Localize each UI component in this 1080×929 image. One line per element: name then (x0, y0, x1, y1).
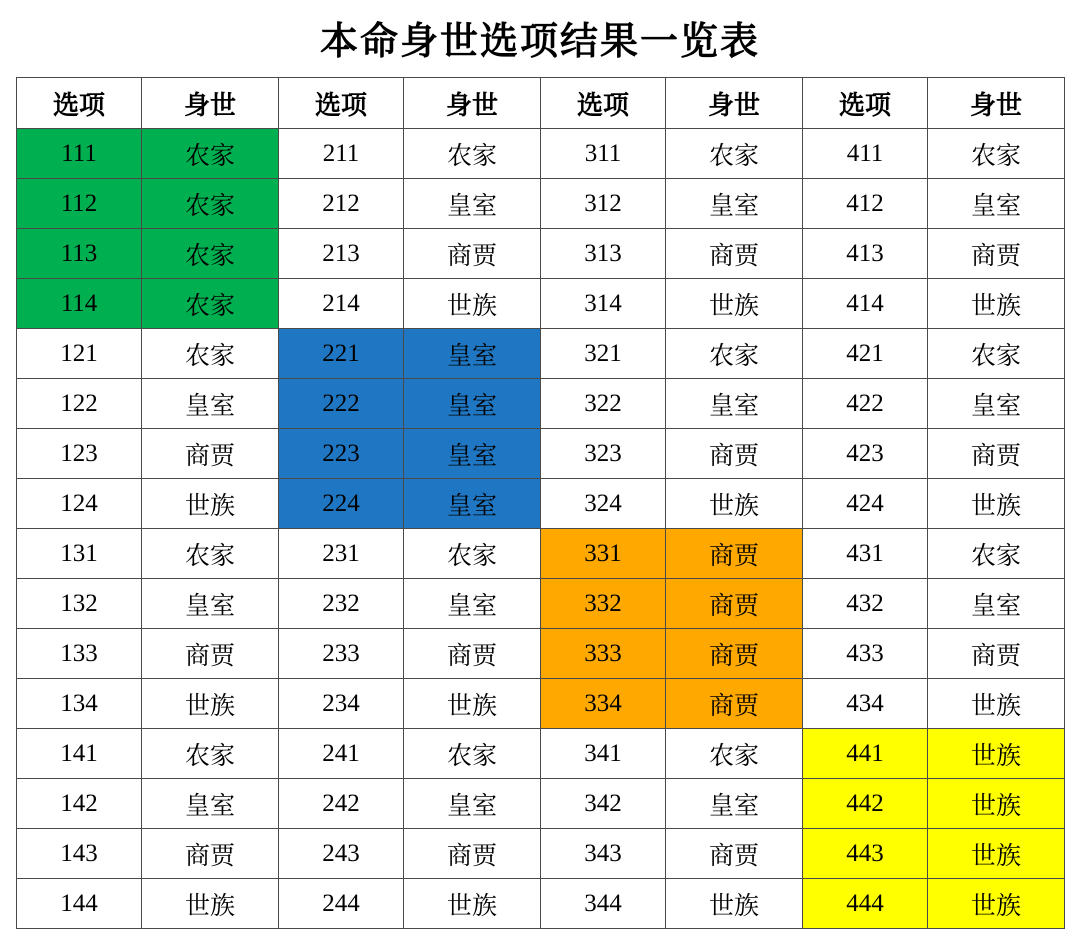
origin-name-cell: 农家 (404, 529, 541, 579)
option-code-cell: 333 (541, 629, 666, 679)
table-row (17, 129, 1065, 179)
table-row (17, 879, 1065, 929)
origin-name-cell: 世族 (928, 279, 1065, 329)
origin-name-cell: 农家 (666, 329, 803, 379)
origin-name-cell: 农家 (928, 129, 1065, 179)
table-body (17, 129, 1065, 929)
page-title: 本命身世选项结果一览表 (319, 21, 760, 63)
origin-name-cell: 皇室 (404, 579, 541, 629)
option-code-cell: 444 (803, 879, 928, 929)
option-code-cell: 223 (279, 429, 404, 479)
table-header (17, 78, 1065, 129)
option-code-cell: 334 (541, 679, 666, 729)
origin-name-cell: 皇室 (928, 379, 1065, 429)
option-code-cell: 134 (17, 679, 142, 729)
origin-name-cell: 世族 (928, 879, 1065, 929)
origin-name-cell: 商贾 (666, 679, 803, 729)
option-code-cell: 414 (803, 279, 928, 329)
origin-name-cell: 商贾 (666, 579, 803, 629)
column-header: 身世 (666, 78, 803, 129)
origin-name-cell: 商贾 (404, 229, 541, 279)
option-code-cell: 232 (279, 579, 404, 629)
column-header: 身世 (404, 78, 541, 129)
option-code-cell: 113 (17, 229, 142, 279)
origin-name-cell: 农家 (404, 729, 541, 779)
option-code-cell: 431 (803, 529, 928, 579)
origin-name-cell: 世族 (928, 479, 1065, 529)
option-code-cell: 323 (541, 429, 666, 479)
option-code-cell: 244 (279, 879, 404, 929)
option-code-cell: 222 (279, 379, 404, 429)
origin-name-cell: 皇室 (142, 379, 279, 429)
option-code-cell: 142 (17, 779, 142, 829)
option-code-cell: 123 (17, 429, 142, 479)
option-code-cell: 421 (803, 329, 928, 379)
origin-name-cell: 商贾 (404, 829, 541, 879)
origin-name-cell: 商贾 (666, 629, 803, 679)
option-code-cell: 411 (803, 129, 928, 179)
column-header: 身世 (928, 78, 1065, 129)
origin-name-cell: 世族 (404, 679, 541, 729)
origin-name-cell: 皇室 (928, 579, 1065, 629)
origin-name-cell: 皇室 (142, 779, 279, 829)
table-container (0, 77, 1080, 929)
origin-name-cell: 皇室 (666, 779, 803, 829)
column-header: 选项 (279, 78, 404, 129)
origin-name-cell: 世族 (666, 279, 803, 329)
table-row (17, 829, 1065, 879)
option-code-cell: 213 (279, 229, 404, 279)
origin-name-cell: 世族 (142, 479, 279, 529)
option-code-cell: 241 (279, 729, 404, 779)
option-code-cell: 141 (17, 729, 142, 779)
option-code-cell: 443 (803, 829, 928, 879)
option-code-cell: 434 (803, 679, 928, 729)
table-row (17, 529, 1065, 579)
option-code-cell: 143 (17, 829, 142, 879)
origin-name-cell: 农家 (142, 179, 279, 229)
option-code-cell: 124 (17, 479, 142, 529)
origin-name-cell: 农家 (142, 729, 279, 779)
option-code-cell: 341 (541, 729, 666, 779)
table-row (17, 379, 1065, 429)
table-row (17, 779, 1065, 829)
table-row (17, 329, 1065, 379)
origin-name-cell: 农家 (928, 529, 1065, 579)
table-row (17, 629, 1065, 679)
option-code-cell: 324 (541, 479, 666, 529)
option-code-cell: 111 (17, 129, 142, 179)
table-row (17, 179, 1065, 229)
option-code-cell: 112 (17, 179, 142, 229)
option-code-cell: 342 (541, 779, 666, 829)
option-code-cell: 343 (541, 829, 666, 879)
origin-name-cell: 世族 (142, 679, 279, 729)
origin-name-cell: 农家 (666, 729, 803, 779)
column-header: 身世 (142, 78, 279, 129)
option-code-cell: 313 (541, 229, 666, 279)
option-code-cell: 132 (17, 579, 142, 629)
origin-name-cell: 商贾 (928, 229, 1065, 279)
origin-name-cell: 皇室 (404, 779, 541, 829)
option-code-cell: 242 (279, 779, 404, 829)
option-code-cell: 424 (803, 479, 928, 529)
origin-name-cell: 商贾 (666, 229, 803, 279)
option-code-cell: 442 (803, 779, 928, 829)
origin-name-cell: 农家 (142, 229, 279, 279)
option-code-cell: 314 (541, 279, 666, 329)
table-row (17, 279, 1065, 329)
option-code-cell: 234 (279, 679, 404, 729)
option-code-cell: 233 (279, 629, 404, 679)
option-code-cell: 224 (279, 479, 404, 529)
option-code-cell: 221 (279, 329, 404, 379)
origin-name-cell: 商贾 (142, 629, 279, 679)
origin-name-cell: 农家 (404, 129, 541, 179)
origin-name-cell: 商贾 (142, 829, 279, 879)
origin-name-cell: 皇室 (666, 379, 803, 429)
origin-name-cell: 皇室 (666, 179, 803, 229)
option-code-cell: 322 (541, 379, 666, 429)
origin-name-cell: 皇室 (404, 429, 541, 479)
option-code-cell: 432 (803, 579, 928, 629)
origin-name-cell: 皇室 (928, 179, 1065, 229)
origin-name-cell: 农家 (666, 129, 803, 179)
origin-name-cell: 农家 (928, 329, 1065, 379)
origin-name-cell: 农家 (142, 279, 279, 329)
origin-name-cell: 世族 (928, 829, 1065, 879)
table-row (17, 479, 1065, 529)
origin-name-cell: 商贾 (404, 629, 541, 679)
option-code-cell: 433 (803, 629, 928, 679)
option-code-cell: 211 (279, 129, 404, 179)
origin-name-cell: 皇室 (404, 329, 541, 379)
option-code-cell: 312 (541, 179, 666, 229)
origin-name-cell: 皇室 (404, 379, 541, 429)
origin-options-table (16, 77, 1065, 929)
origin-name-cell: 世族 (404, 879, 541, 929)
origin-name-cell: 皇室 (404, 179, 541, 229)
origin-name-cell: 皇室 (404, 479, 541, 529)
table-row (17, 229, 1065, 279)
column-header: 选项 (541, 78, 666, 129)
origin-name-cell: 农家 (142, 529, 279, 579)
column-header: 选项 (17, 78, 142, 129)
option-code-cell: 114 (17, 279, 142, 329)
option-code-cell: 231 (279, 529, 404, 579)
table-row (17, 429, 1065, 479)
option-code-cell: 423 (803, 429, 928, 479)
origin-name-cell: 商贾 (142, 429, 279, 479)
option-code-cell: 214 (279, 279, 404, 329)
origin-name-cell: 世族 (928, 779, 1065, 829)
column-header: 选项 (803, 78, 928, 129)
option-code-cell: 122 (17, 379, 142, 429)
option-code-cell: 332 (541, 579, 666, 629)
option-code-cell: 331 (541, 529, 666, 579)
option-code-cell: 321 (541, 329, 666, 379)
origin-name-cell: 农家 (142, 129, 279, 179)
option-code-cell: 133 (17, 629, 142, 679)
origin-name-cell: 世族 (666, 879, 803, 929)
option-code-cell: 412 (803, 179, 928, 229)
option-code-cell: 344 (541, 879, 666, 929)
origin-name-cell: 商贾 (928, 429, 1065, 479)
option-code-cell: 311 (541, 129, 666, 179)
option-code-cell: 413 (803, 229, 928, 279)
option-code-cell: 121 (17, 329, 142, 379)
origin-name-cell: 农家 (142, 329, 279, 379)
option-code-cell: 144 (17, 879, 142, 929)
option-code-cell: 441 (803, 729, 928, 779)
option-code-cell: 212 (279, 179, 404, 229)
origin-name-cell: 商贾 (666, 429, 803, 479)
table-row (17, 579, 1065, 629)
option-code-cell: 243 (279, 829, 404, 879)
origin-name-cell: 世族 (928, 729, 1065, 779)
table-row (17, 729, 1065, 779)
origin-name-cell: 商贾 (928, 629, 1065, 679)
table-header-row (17, 78, 1065, 129)
table-row (17, 679, 1065, 729)
origin-name-cell: 商贾 (666, 529, 803, 579)
origin-name-cell: 世族 (928, 679, 1065, 729)
origin-name-cell: 世族 (404, 279, 541, 329)
origin-name-cell: 商贾 (666, 829, 803, 879)
origin-name-cell: 世族 (666, 479, 803, 529)
option-code-cell: 422 (803, 379, 928, 429)
option-code-cell: 131 (17, 529, 142, 579)
origin-name-cell: 世族 (142, 879, 279, 929)
origin-name-cell: 皇室 (142, 579, 279, 629)
